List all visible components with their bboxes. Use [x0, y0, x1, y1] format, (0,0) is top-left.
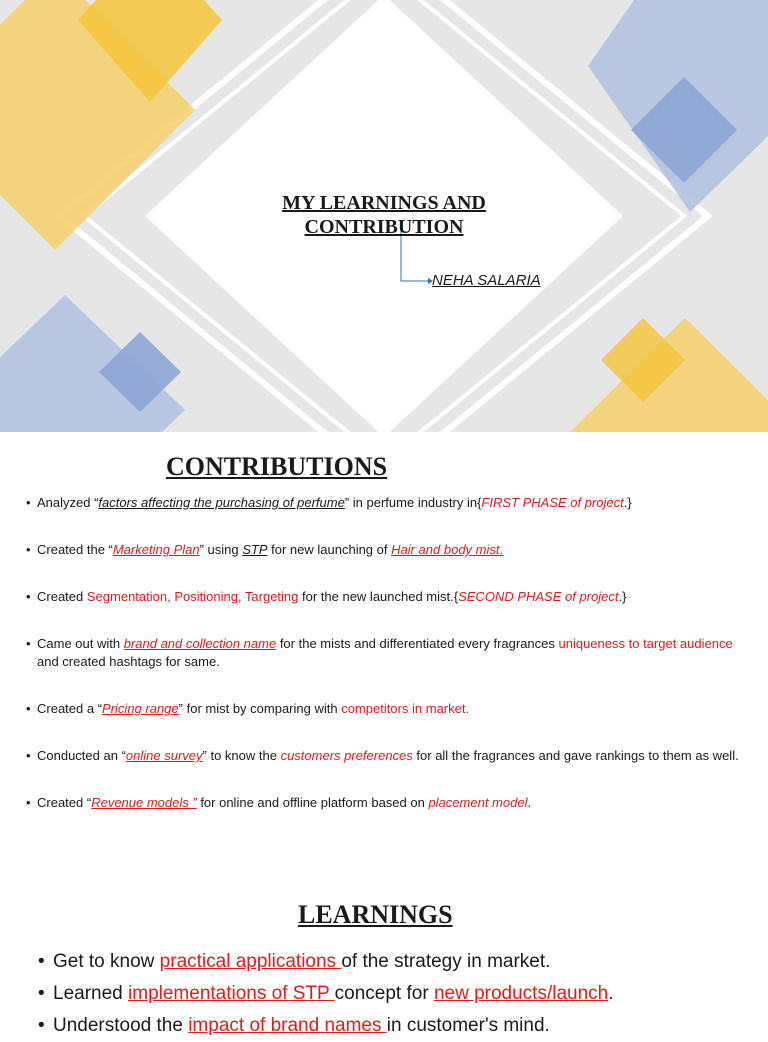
list-item: • Analyzed “factors affecting the purchasing of perfume” in perfume industry in{FIRST PHASE of project.}	[26, 494, 748, 512]
list-item: • Get to know practical applications of the strategy in market.	[38, 946, 758, 978]
list-item: • Came out with brand and collection name for the mists and differentiated every fragrances uniqueness to target audience and created hashtags for same.	[26, 635, 748, 671]
list-item: • Understood the impact of brand names in customer's mind.	[38, 1010, 758, 1042]
cover-title-line2: CONTRIBUTION	[304, 216, 464, 238]
contributions-heading: CONTRIBUTIONS	[166, 452, 388, 481]
cover-slide	[0, 0, 768, 432]
list-item: • Created “Revenue models ” for online and offline platform based on placement model.	[26, 794, 748, 812]
cover-title-line1: MY LEARNINGS AND	[282, 192, 486, 214]
list-item: • Created a “Pricing range” for mist by comparing with competitors in market.	[26, 700, 748, 718]
list-item: • Created Segmentation, Positioning, Targeting for the new launched mist.{SECOND PHASE of project.}	[26, 588, 748, 606]
cover-title	[234, 191, 534, 239]
list-item: • Learned implementations of STP concept for new products/launch.	[38, 978, 758, 1010]
learnings-heading: LEARNINGS	[298, 900, 453, 929]
list-item: • Conducted an “online survey” to know the customers preferences for all the fragrances and gave rankings to them as well.	[26, 747, 748, 765]
author-name: NEHA SALARIA	[432, 272, 541, 289]
contributions-list	[26, 494, 748, 812]
learnings-list	[38, 946, 758, 1042]
list-item: • Created the “Marketing Plan” using STP for new launching of Hair and body mist.	[26, 541, 748, 559]
content-slide	[0, 432, 768, 1036]
